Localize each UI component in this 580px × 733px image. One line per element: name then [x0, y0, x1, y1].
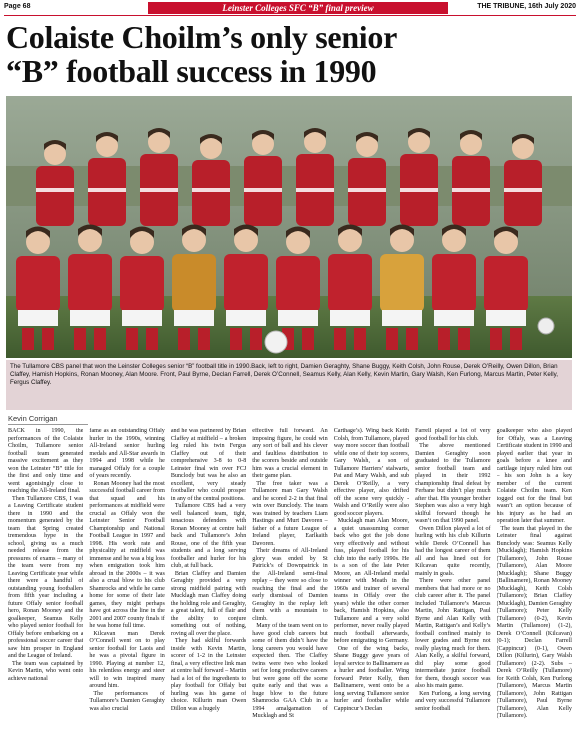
- byline-rule: [8, 424, 88, 425]
- paragraph: Owen Dillon played a lot of hurling with his club Killurin while Derek O’Connell has had the longest career of them all and has lined out for Kilcavan quite recently, mainly in goals.: [415, 525, 491, 577]
- paragraph: There were other panel members that had more or no club career after it. The panel included Tullamore’s Marcus Martin, John Rattigan, Paul Byrne and Alan Kelly with Martin, Rattigan’s and Kelly’s football confined mainly to lower grades and Byrne not really playing much for them. Alan Kelly, a skilful forward, did play some good intermediate junior football for them, though soccer was also his main game.: [415, 578, 491, 689]
- article-column-2: [89, 428, 164, 728]
- paragraph: Kilcavan man Derek O’Connell went on to play senior football for Laois and he was a pivotal figure in 1990. Playing at number 12, his relentless energy and steer will to win inspired many around him.: [89, 630, 165, 689]
- paragraph: Their dreams of All-Ireland glory was ended by St Patrick’s of Downpatrick in the All-Ireland semi-final replay – they were so close to reaching the final and the early dismissal of Damien Geraghty in the replay left them with a mountain to climb.: [252, 548, 328, 622]
- paragraph: One of the wing backs, Shane Buggy gave years of loyal service to Ballinamere as a hurler and footballer. Wing forward Peter Kelly, then Ballinamere, went onto be a long serving Tullamore senior hurler and footballer while Cappincur’s Declan: [333, 645, 410, 712]
- headline-line-1: Colaiste Choilm’s only senior: [6, 19, 398, 55]
- paragraph: Ken Furlong, a long serving and very successful Tullamore senior football: [415, 690, 491, 712]
- byline: Kevin Corrigan: [8, 414, 58, 423]
- page-number: Page 68: [4, 3, 31, 10]
- paragraph: The free taker was a Tullamore man Gary Walsh and he scored 2-2 in that final win over Bunclody. The team was trained by teachers Liam Hastings and Murt Davoren – father of a future League of Ireland player, Earlkaith Davoren.: [252, 480, 328, 547]
- paragraph: They had skilful forwards inside with Kevin Martin, scorer of 1-2 in the Leinster final, a very effective link man at centre half forward – Martin had a lot of the ingredients to play football for Offaly but hurling was his game of choice. Killurin man Owen Dillon was a hugely: [170, 638, 247, 712]
- paragraph: Tullamore CBS had a very well balanced team, tight, tenacious defenders with Ronan Mooney at centre half back and Tullamore’s John Rouse, one of the fifth year students and a long serving footballer and hurler for his club, at full back.: [170, 503, 247, 569]
- paragraph: Ronan Mooney had the most successful football career from that squad and his performances at midfield were crucial as Offaly won the Leinster Senior Football Championship and National Football League in 1997 and 1998. His work rate and physicality at midfield was immense and he was a big loss when emigration took him abroad in the 2000s – it was also a crual blow to his club Shamrocks and while he came home for some of their late games, they might perhaps have got across the line in the 2001 and 2007 county finals if he was home full time.: [89, 480, 165, 629]
- paragraph: BACK in 1990, the performances of the Colaiste Choilm, Tullamore senior football team generated massive excitement as they won the Leinster “B” title for the first and only time and went agonisingly close to reaching the All-Ireland final.: [8, 428, 84, 494]
- paragraph: Then Tullamore CBS, I was a Leaving Certificate student there in 1990 and the momentum generated by the team that Spring created tremendous hype in the school, giving us a much needed release from the pressures of exams – many of the team were from my Leaving Certificate year while there were a handful of outstanding young footballers from fifth year including a future Offaly senior football hero, Ronan Mooney and the goalkeeper, Seamus Kelly who played senior football for Offaly before embarking on a professional soccer career that saw him prosper in England and the League of Ireland.: [8, 495, 84, 659]
- paragraph: effective full forward. An imposing figure, he could win any sort of ball and his clever and faultless distribution to the scorers beside and outside him was a crucial element in their game plan.: [252, 428, 328, 479]
- paragraph: fame as an outstanding Offaly hurler in the 1990s, winning All-Ireland senior hurling medals and All-Star awards in 1994 and 1998 while he managed Offaly for a couple of years recently.: [89, 428, 165, 479]
- article-column-3: [171, 428, 246, 728]
- paragraph: The performances of Tullamore’s Damien Geraghty was also crucial: [89, 690, 165, 712]
- paragraph: The above mentioned Damien Geraghty soon graduated to the Tullamore senior football team and played in their 1992 championship final defeat by Ferbane but didn’t play much after that. His younger brother Stephen was also a very high skilful forward though he wasn’t on that 1990 panel.: [415, 443, 491, 524]
- article-column-7: [497, 428, 572, 728]
- photo-caption: The Tullamore CBS panel that won the Leinster Colleges senior “B” football title in 1990.Back, left to right, Damien Geraghty, Shane Buggy, Keith Colsh, John Rouse, Derek O’Reilly, Owen Dillon, Brian Claffey, Hamish Hopkins, Ronan Mooney, Alan Moore. Front, Paul Byrne, Declan Farrell, Derek O’Connell, Seamus Kelly, Alan Kelly, Kevin Martin, Gary Walsh, Ken Furlong, Marcus Martin, Peter Kelly, Fergus Claffey.: [6, 360, 572, 410]
- paragraph: The team that played in the Leinster final against Bunclody was: Seamus Kelly (Mucklagh); Hamish Hopkins (Tullamore), John Rouse (Tullamore), Alan Moore (Mucklagh); Shane Buggy (Ballinamere), Ronan Mooney (Mucklagh), Keith Colsh (Tullamore); Brian Claffey (Mucklagh), Damien Geraghty (Tullamore); Peter Kelly (Tullamore) (0-2), Kevin Martin (Tullamore) (1-2), Derek O’Connell (Kilcavan) (0-1); Declan Farrell (Cappincur) (0-1), Owen Dillon (Killurin), Gary Walsh (Tullamore) (2-2). Subs – Derek O’Reilly (Tullamore) for Keith Colsh, Ken Furlong (Tullamore), Marcus Martin (Tullamore), John Rattigan (Tullamore), Paul Byrne (Tullamore), Alan Kelly (Tullamore).: [496, 525, 572, 719]
- article-column-4: [252, 428, 327, 728]
- article-column-6: [415, 428, 490, 728]
- article-body: [8, 428, 572, 728]
- paragraph: Farrell played a lot of very good football for his club.: [415, 428, 491, 442]
- section-tag: Leinster Colleges SFC “B” final preview: [148, 2, 448, 14]
- paragraph: Mucklagh man Alan Moore, a quiet unassuming corner back who got the job done very effectively and without fuss, played football for his club into the early 1990s. He is a son of the late Peter Moore, an All-Ireland medal winner with Meath in the 1960s and trainer of several teams in Offaly over the years) while the other corner back, Hamish Hopkins, also Tullamore and a very solid performer, never really played much football afterwards, before emigrating to Germany.: [333, 518, 410, 644]
- paragraph: goalkeeper who also played for Offaly, was a Leaving Certificate student in 1990 and played earlier that year in goals before a knee and cartilage injury ruled him out – his son John is a key member of the current Colaiste Choilm team. Ken togged out for the final but wasn’t an option because of his injury as he had an operation later that summer.: [496, 428, 572, 524]
- headline-line-2: “B” football success in 1990: [6, 53, 377, 89]
- page-header: [4, 2, 576, 14]
- paragraph: Brian Claffey and Damien Geraghty provided a very strong midfield pairing with Mucklagh man Claffey doing the holding role and Geraghty, a great talent, full of flair and the ability to conjure something out of nothing, roving all over the place.: [170, 570, 247, 637]
- article-column-5: [334, 428, 409, 728]
- team-photo-illustration: [6, 96, 572, 358]
- paragraph: The team was captained by Kevin Martin, who went onto achieve national: [8, 660, 84, 682]
- paragraph: and he was partnered by Brian Claffey at midfield – a broken leg ruled his twin Fergus Claffey out of their comprehensive 3-8 to 0-8 Leinster final win over FCJ Bunclody but was he also an excellent, very steady footballer who could prosper in any of the central positions.: [170, 428, 247, 502]
- team-photo: [6, 96, 572, 358]
- publication-date: THE TRIBUNE, 16th July 2020: [477, 3, 576, 10]
- paragraph: Many of the team went on to have good club careers but some of them didn’t have the long careers you would have expected then. The Claffey twins were two who looked set for long productive careers but were gone off the scene quite early and that was a huge blow to the future Shamrocks GAA Club in a 1994 amalgamation of Mucklagh and St: [252, 623, 328, 719]
- header-rule: [4, 15, 576, 16]
- article-column-1: [8, 428, 83, 728]
- paragraph: Carthage’s). Wing back Keith Colsh, from Tullamore, played way more soccer than football while one of their top scorers, Gary Walsh, a son of Tullamore Harriers’ stalwarts, Pat and Mary Walsh, and sub Derek O’Reilly, a very effective player, also drifted off the scene very quickly - Walsh and O’Reilly were also good soccer players.: [333, 428, 410, 517]
- headline: [6, 20, 576, 88]
